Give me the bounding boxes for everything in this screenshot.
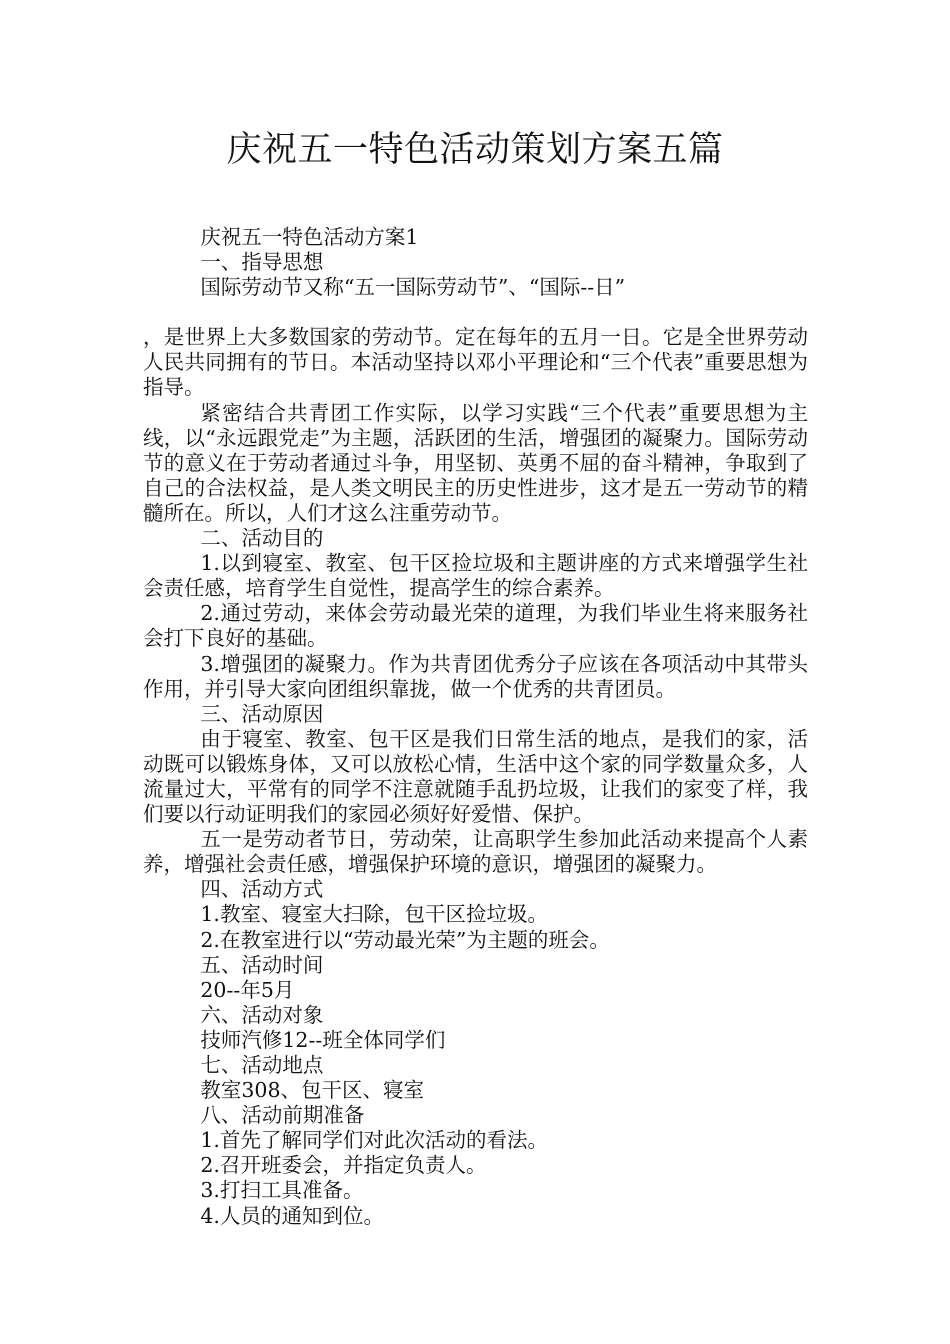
document-body	[143, 225, 808, 1229]
section-heading: 六、活动对象	[200, 1002, 324, 1027]
list-item: 2.通过劳动，来体会劳动最光荣的道理，为我们毕业生将来服务社会打下良好的基础。	[143, 601, 808, 651]
body-paragraph: 五一是劳动者节日，劳动荣，让高职学生参加此活动来提高个人素养，增强社会责任感，增强保护环境的意识，增强团的凝聚力。	[143, 827, 808, 877]
body-paragraph: 紧密结合共青团工作实际，以学习实践“三个代表”重要思想为主线，以“永远跟党走”为主题，活跃团的生活，增强团的凝聚力。国际劳动节的意义在于劳动者通过斗争，用坚韧、英勇不屈的奋斗精神，争取到了自己的合法权益，是人类文明民主的历史性进步，这才是五一劳动节的精髓所在。所以，人们才这么注重劳动节。	[143, 400, 808, 525]
section-heading: 八、活动前期准备	[200, 1103, 365, 1128]
list-item: 2.在教室进行以“劳动最光荣”为主题的班会。	[200, 927, 610, 952]
body-paragraph: 20--年5月	[200, 977, 295, 1002]
section-heading: 一、指导思想	[200, 250, 324, 275]
list-item: 3.增强团的凝聚力。作为共青团优秀分子应该在各项活动中其带头作用，并引导大家向团组织靠拢，做一个优秀的共青团员。	[143, 651, 808, 701]
list-item: 1.以到寝室、教室、包干区捡垃圾和主题讲座的方式来增强学生社会责任感，培育学生自觉性，提高学生的综合素养。	[143, 551, 808, 601]
list-item: 1.首先了解同学们对此次活动的看法。	[200, 1128, 548, 1153]
section-heading: 庆祝五一特色活动方案1	[200, 225, 419, 249]
list-item: 3.打扫工具准备。	[200, 1178, 364, 1203]
section-heading: 七、活动地点	[200, 1053, 324, 1077]
body-paragraph: 技师汽修12--班全体同学们	[200, 1027, 446, 1052]
body-paragraph: 教室308、包干区、寝室	[200, 1078, 425, 1103]
document-title: 庆祝五一特色活动策划方案五篇	[226, 130, 724, 170]
body-paragraph: ，是世界上大多数国家的劳动节。定在每年的五月一日。它是全世界劳动人民共同拥有的节日。本活动坚持以邓小平理论和“三个代表”重要思想为指导。	[143, 325, 808, 400]
section-heading: 四、活动方式	[200, 877, 324, 902]
body-paragraph: 由于寝室、教室、包干区是我们日常生活的地点，是我们的家，活动既可以锻炼身体，又可以放松心情，生活中这个家的同学数量众多，人流量过大，平常有的同学不注意就随手乱扔垃圾，让我们的家变了样，我们要以行动证明我们的家园必须好好爱惜、保护。	[143, 726, 808, 827]
list-item: 2.召开班委会，并指定负责人。	[200, 1153, 487, 1178]
section-heading: 三、活动原因	[200, 701, 324, 726]
list-item: 4.人员的通知到位。	[200, 1203, 384, 1228]
list-item: 1.教室、寝室大扫除，包干区捡垃圾。	[200, 902, 548, 927]
section-heading: 五、活动时间	[200, 952, 324, 977]
body-paragraph: 国际劳动节又称“五一国际劳动节”、“国际--日”	[200, 275, 626, 300]
section-heading: 二、活动目的	[200, 526, 324, 551]
